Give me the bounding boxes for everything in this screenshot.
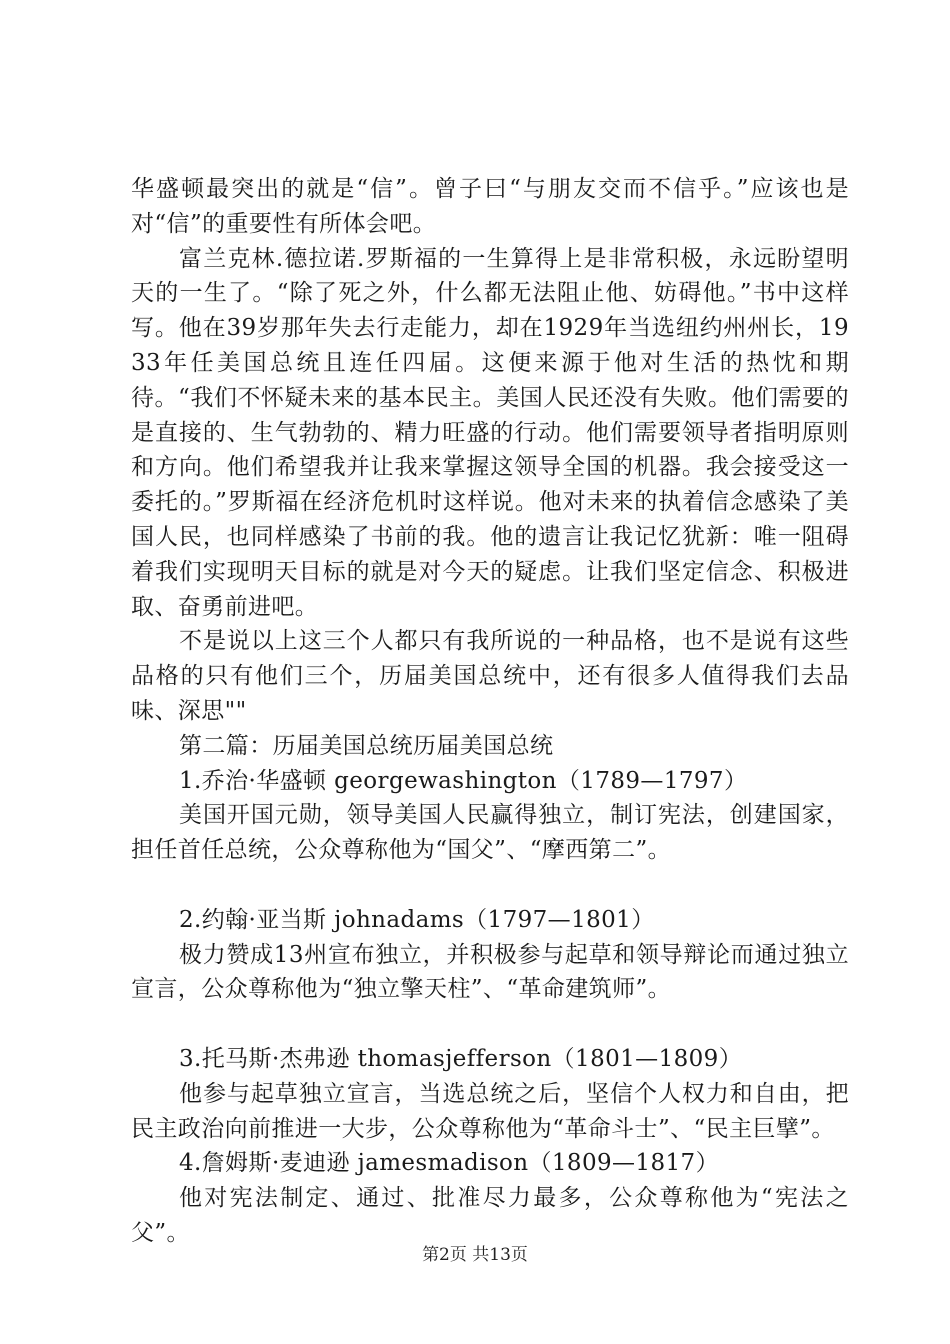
president-entry-title: 4.詹姆斯·麦迪逊 jamesmadison（1809—1817） — [179, 1150, 719, 1177]
president-entry-title: 1.乔治·华盛顿 georgewashington（1789—1797） — [179, 767, 748, 794]
president-entry-description: 他对宪法制定、通过、批准尽力最多，公众尊称他为“宪法之父”。 — [131, 1185, 849, 1246]
president-entry-description: 极力赞成13州宣布独立，并积极参与起草和领导辩论而通过独立宣言，公众尊称他为“独立擎天柱”、“革命建筑师”。 — [131, 941, 849, 1003]
paragraph-spacer — [131, 1007, 849, 1042]
president-entry-title: 2.约翰·亚当斯 johnadams（1797—1801） — [179, 906, 655, 933]
paragraph-spacer — [131, 868, 849, 903]
document-body — [131, 172, 849, 1251]
president-entry-title: 3.托马斯·杰弗逊 thomasjefferson（1801—1809） — [179, 1045, 743, 1072]
president-entry-description: 他参与起草独立宣言，当选总统之后，坚信个人权力和自由，把民主政治向前推进一大步，公众尊称他为“革命斗士”、“民主巨擘”。 — [131, 1080, 849, 1142]
paragraph-conclusion: 不是说以上这三个人都只有我所说的一种品格，也不是说有这些品格的只有他们三个，历届美国总统中，还有很多人值得我们去品味、深思"" — [131, 628, 849, 724]
paragraph-washington-credibility: 华盛顿最突出的就是“信”。曾子曰“与朋友交而不信乎。”应该也是对“信”的重要性有所体会吧。 — [131, 176, 849, 237]
president-entry-description: 美国开国元勋，领导美国人民赢得独立，制订宪法，创建国家，担任首任总统，公众尊称他为“国父”、“摩西第二”。 — [131, 802, 849, 864]
paragraph-roosevelt: 富兰克林.德拉诺.罗斯福的一生算得上是非常积极，永远盼望明天的一生了。“除了死之外，什么都无法阻止他、妨碍他。”书中这样写。他在39岁那年失去行走能力，却在1929年当选纽约州州长，1933年任美国总统且连任四届。这便来源于他对生活的热忱和期待。“我们不怀疑未来的基本民主。美国人民还没有失败。他们需要的是直接的、生气勃勃的、精力旺盛的行动。他们需要领导者指明原则和方向。他们希望我并让我来掌握这领导全国的机器。我会接受这一委托的。”罗斯福在经济危机时这样说。他对未来的执着信念感染了美国人民，也同样感染了书前的我。他的遗言让我记忆犹新：唯一阻碍着我们实现明天目标的就是对今天的疑虑。让我们坚定信念、积极进取、奋勇前进吧。 — [131, 245, 849, 620]
page-number-footer: 第2页 共13页 — [422, 1245, 528, 1265]
section-heading: 第二篇：历届美国总统历届美国总统 — [179, 732, 554, 759]
